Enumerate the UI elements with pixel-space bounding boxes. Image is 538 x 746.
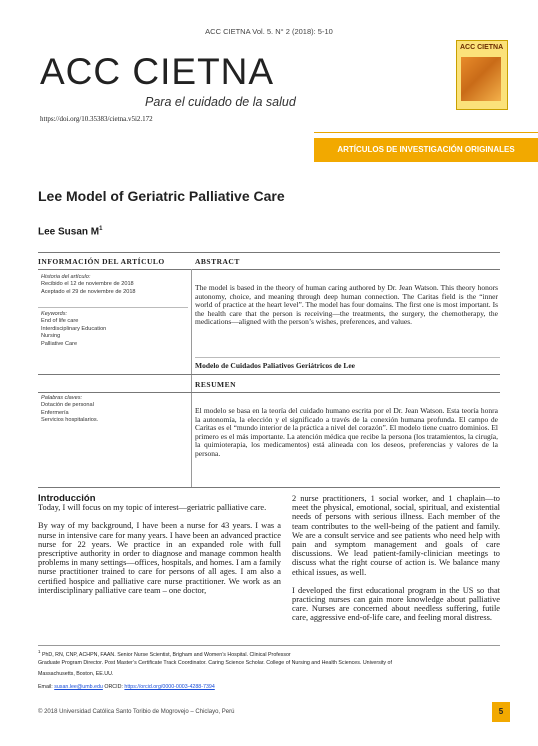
- journal-cover-image: [456, 40, 508, 110]
- doi-link[interactable]: https://doi.org/10.35383/cietna.v5i2.172: [40, 115, 153, 123]
- rule-header: [38, 269, 500, 270]
- email-label: Email:: [38, 684, 53, 690]
- running-header: ACC CIETNA Vol. 5. N° 2 (2018): 5-10: [205, 27, 333, 36]
- keyword: End of life care: [41, 318, 79, 325]
- orcid-link[interactable]: https://orcid.org/0000-0003-4288-7394: [124, 684, 215, 690]
- history-label: Historia del artículo:: [41, 274, 91, 280]
- footnote: [38, 648, 508, 659]
- abstract-heading: ABSTRACT: [195, 257, 240, 266]
- footnote-line: PhD, RN, CNP, ACHPN, FAAN. Senior Nurse Scientist, Brigham and Women’s Hospital. Clinical Professor: [41, 651, 291, 658]
- journal-tagline: Para el cuidado de la salud: [145, 95, 296, 109]
- palabras-label: Palabras claves:: [41, 395, 83, 401]
- cover-title: ACC CIETNA: [460, 44, 504, 51]
- palabra-clave: Enfermería: [41, 409, 69, 416]
- spanish-title: Modelo de Cuidados Paliativos Geriátricos de Lee: [195, 361, 355, 370]
- author-name: Lee Susan M: [38, 226, 100, 238]
- rule-resumen: [38, 392, 500, 393]
- footnote-rule: [38, 645, 500, 646]
- footnote-line: Graduate Program Director. Post Master’s Certificate Track Coordinator. Caring Science Scholar. College of Nursing and Health Sciences. University of: [38, 660, 392, 666]
- section-band: ARTÍCULOS DE INVESTIGACIÓN ORIGINALES: [314, 138, 538, 162]
- author-footnote-mark: 1: [99, 226, 103, 232]
- rule-resumen-top: [38, 374, 500, 375]
- body-column-left: [38, 494, 281, 595]
- email-link[interactable]: susan.lee@umb.edu: [54, 684, 103, 690]
- footnote-contact: [38, 684, 508, 691]
- keyword: Interdisciplinary Education: [41, 325, 107, 332]
- page-number: 5: [492, 702, 510, 722]
- intro-heading: Introducción: [38, 493, 96, 504]
- column-divider: [191, 269, 192, 487]
- orcid-label: ORCID:: [104, 684, 123, 690]
- body-paragraph: By way of my background, I have been a nurse for 43 years. I was a nurse in intensive care for many years. I have been an advanced practice nurse for 22 years. We practice in an expanded role with full prescriptive authority in order to diagnose and manage common health problems in many settings—offices, hospitals, and homes. I am a family nurse practitioner trained to care for persons of all ages. I am also a certified hospice and palliative care nurse practitioner. We work as an interdisciplinary palliative care team – one doctor,: [38, 521, 281, 595]
- rule-history: [38, 307, 188, 308]
- article-info-heading: INFORMACIÓN DEL ARTÍCULO: [38, 257, 165, 266]
- article-author: [38, 226, 102, 237]
- rule-top: [38, 252, 500, 253]
- history-block: [41, 274, 136, 296]
- received-date: Recibido el 12 de noviembre de 2018: [41, 281, 134, 288]
- body-paragraph: Today, I will focus on my topic of interest—geriatric palliative care.: [38, 503, 267, 513]
- rule-bottom: [38, 487, 500, 488]
- section-band-rule: [314, 132, 538, 133]
- body-column-right: [292, 494, 500, 623]
- footnote-line: Massachusetts, Boston, EE.UU.: [38, 671, 114, 677]
- resumen-spanish: El modelo se basa en la teoría del cuidado humano escrita por el Dr. Jean Watson. Esta teoría honra la autonomía, la elección y el significado a través de la conexión humana profunda. El campo de Caritas es el “mundo interior de la práctica a nivel del corazón”. El modelo tiene cuatro dominios. El primero es el más importante. La atención médica que recibe la persona (los tratamientos, la cirugía, la quimioterapia, los medicamentos) está alineada con los deseos, preferencias y valores de la persona.: [195, 406, 498, 458]
- footnote-mark: 1: [38, 649, 41, 654]
- copyright-footer: © 2018 Universidad Católica Santo Toribio de Mogrovejo – Chiclayo, Perú: [38, 709, 235, 715]
- palabra-clave: Servicios hospitalarios.: [41, 417, 99, 424]
- cover-illustration: [461, 57, 501, 101]
- palabras-block: [41, 395, 98, 425]
- keywords-label: Keywords:: [41, 311, 68, 317]
- journal-logo: ACC CIETNA: [40, 51, 275, 92]
- keyword: Nursing: [41, 333, 61, 340]
- body-paragraph: I developed the first educational program in the US so that practicing nurses can gain more knowledge about palliative care. Nurses are concerned about needless suffering, futile care, aggressive end-of-life care, and feeling moral distress.: [292, 585, 500, 623]
- resumen-heading: RESUMEN: [195, 380, 237, 389]
- body-paragraph: 2 nurse practitioners, 1 social worker, and 1 chaplain—to meet the physical, emotional, social, spiritual, and existential needs of persons with serious illness. Each member of the team contributes to the well-being of the patient and family. We are a consult service and see patients who need help with pain and symptom management and goals of care discussions. We lead patient-family-clinician meetings to discuss what the right course of action is. We balance many ethical issues, as well.: [292, 494, 500, 577]
- rule-subtitle-top: [195, 357, 500, 358]
- keyword: Palliative Care: [41, 340, 78, 347]
- abstract-english: The model is based in the theory of human caring authored by Dr. Jean Watson. This theory honors autonomy, choice, and meaning through deep human connection. The Caritas field is the “inner world of practice at the heart level”. The model has four domains. The first one is most important. Is the health care that the person is receiving—the treatments, the surgery, the chemotherapy, the medications—aligned with the person’s wishes, preferences, and values.: [195, 283, 498, 327]
- accepted-date: Aceptado el 29 de noviembre de 2018: [41, 288, 136, 295]
- article-title: Lee Model of Geriatric Palliative Care: [38, 188, 285, 204]
- palabra-clave: Dotación de personal: [41, 402, 94, 409]
- keywords-block: [41, 311, 106, 348]
